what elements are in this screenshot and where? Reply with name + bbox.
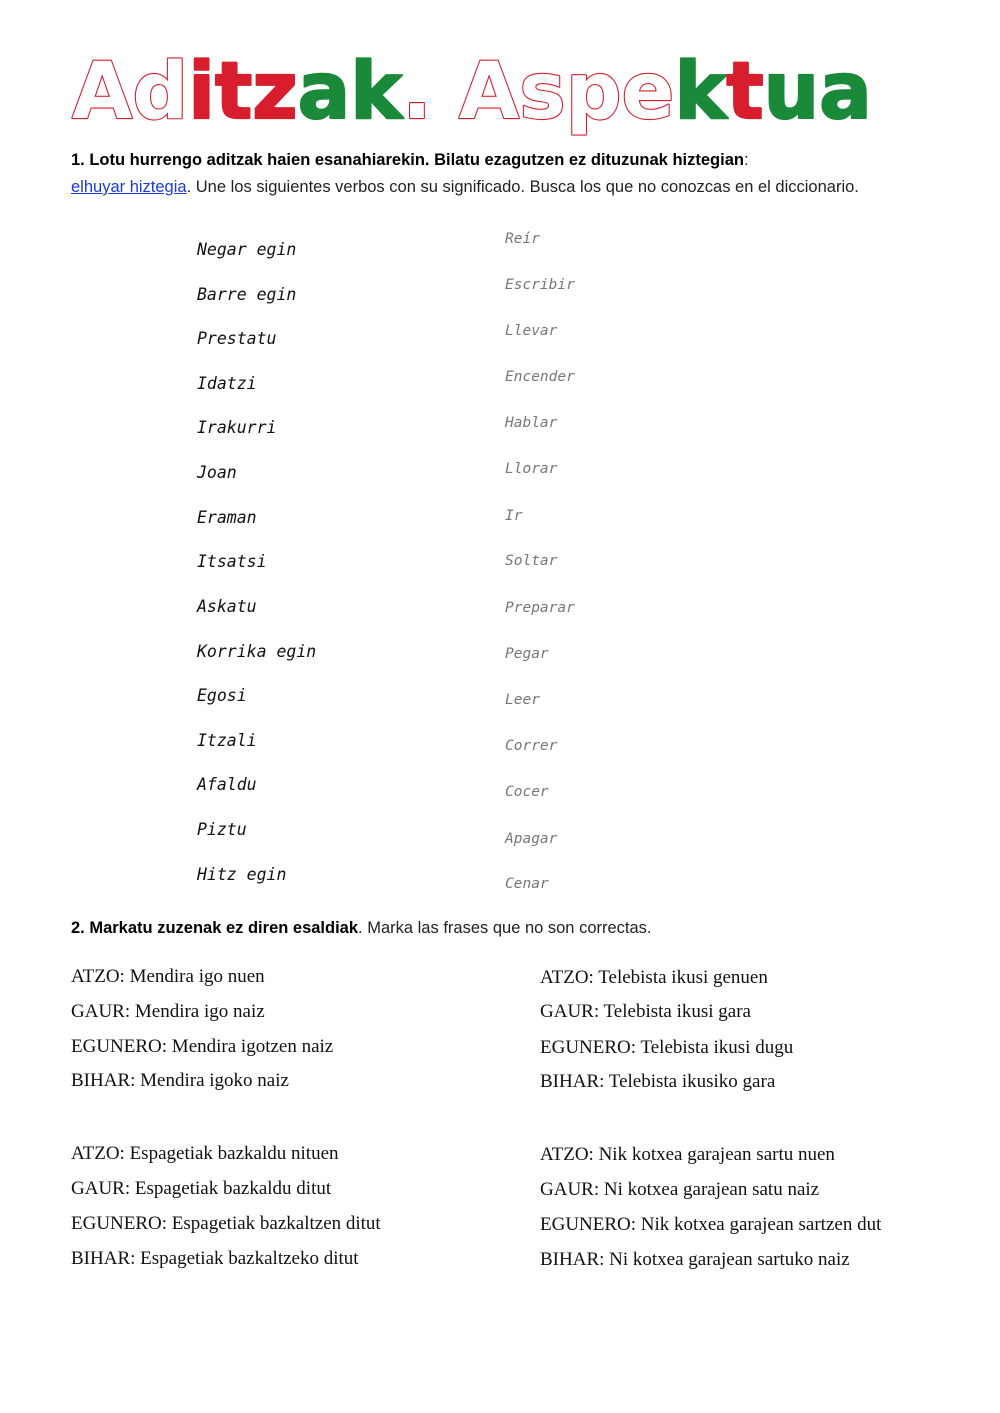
spanish-verb[interactable]: Preparar (505, 600, 575, 616)
basque-verb[interactable]: Itsatsi (197, 552, 267, 571)
section2-heading: 2. Markatu zuzenak ez diren esaldiak (71, 919, 359, 937)
title-part: k (674, 47, 727, 137)
spanish-verb[interactable]: Reír (505, 231, 540, 247)
basque-verb[interactable]: Prestatu (197, 329, 277, 348)
svg-text:Aditzak. Aspektua (72, 47, 872, 137)
sentence[interactable]: ATZO: Telebista ikusi genuen (540, 967, 768, 988)
title-part: . Aspe (402, 47, 675, 137)
basque-verb[interactable]: Itzali (197, 731, 257, 750)
sentence[interactable]: BIHAR: Telebista ikusiko gara (540, 1071, 776, 1092)
sentence[interactable]: ATZO: Espagetiak bazkaldu nituen (71, 1143, 339, 1164)
title-part: ak (297, 47, 403, 137)
title-part: t (726, 47, 764, 137)
basque-verb[interactable]: Afaldu (197, 775, 257, 794)
title-part: Ad (72, 47, 189, 137)
spanish-verb[interactable]: Ir (505, 508, 523, 524)
sentence[interactable]: GAUR: Telebista ikusi gara (540, 1001, 751, 1022)
spanish-verb[interactable]: Encender (505, 369, 575, 385)
spanish-verb[interactable]: Leer (505, 692, 540, 708)
basque-verb[interactable]: Eraman (197, 508, 257, 527)
spanish-verb[interactable]: Pegar (505, 646, 549, 662)
sentence[interactable]: GAUR: Ni kotxea garajean satu naiz (540, 1179, 820, 1200)
colon: : (743, 151, 749, 169)
title-part: ua (763, 47, 872, 137)
sentence[interactable]: BIHAR: Espagetiak bazkaltzeko ditut (71, 1248, 359, 1269)
spanish-verb[interactable]: Llevar (505, 323, 558, 339)
spanish-verb[interactable]: Hablar (505, 415, 558, 431)
page-title (72, 40, 872, 137)
section2-instruction-text: . Marka las frases que no son correctas. (358, 919, 652, 937)
sentence[interactable]: EGUNERO: Espagetiak bazkaltzen ditut (71, 1213, 381, 1234)
section1-instruction (71, 147, 871, 201)
sentence[interactable]: ATZO: Nik kotxea garajean sartu nuen (540, 1144, 835, 1165)
basque-verb[interactable]: Piztu (197, 820, 247, 839)
section1-heading: 1. Lotu hurrengo aditzak haien esanahiarekin. Bilatu ezagutzen ez dituzunak hiztegian (71, 151, 744, 169)
basque-verb[interactable]: Joan (197, 463, 237, 482)
sentence[interactable]: EGUNERO: Telebista ikusi dugu (540, 1037, 794, 1058)
sentence[interactable]: BIHAR: Ni kotxea garajean sartuko naiz (540, 1249, 850, 1270)
sentence[interactable]: BIHAR: Mendira igoko naiz (71, 1070, 289, 1091)
basque-verb[interactable]: Barre egin (197, 285, 297, 304)
sentence[interactable]: ATZO: Mendira igo nuen (71, 966, 265, 987)
title-part: itz (188, 47, 298, 137)
basque-verb[interactable]: Hitz egin (197, 865, 287, 884)
spanish-verb[interactable]: Soltar (505, 553, 558, 569)
spanish-verb[interactable]: Llorar (505, 461, 558, 477)
basque-verb[interactable]: Egosi (197, 686, 247, 705)
sentence[interactable]: EGUNERO: Nik kotxea garajean sartzen dut (540, 1214, 882, 1235)
sentence[interactable]: EGUNERO: Mendira igotzen naiz (71, 1036, 334, 1057)
sentence[interactable]: GAUR: Mendira igo naiz (71, 1001, 265, 1022)
spanish-verb[interactable]: Cenar (505, 876, 549, 892)
spanish-verb[interactable]: Correr (505, 738, 558, 754)
basque-verb[interactable]: Korrika egin (197, 642, 317, 661)
basque-verb[interactable]: Idatzi (197, 374, 257, 393)
basque-verb[interactable]: Askatu (197, 597, 257, 616)
section2-instruction (71, 919, 652, 938)
spanish-verb[interactable]: Apagar (505, 831, 558, 847)
basque-verb[interactable]: Negar egin (197, 240, 297, 259)
section1-instruction-text: . Une los siguientes verbos con su significado. Busca los que no conozcas en el diccionario. (186, 178, 859, 196)
spanish-verb[interactable]: Cocer (505, 784, 549, 800)
title-graphic (72, 40, 872, 137)
spanish-verb[interactable]: Escribir (505, 277, 575, 293)
basque-verb[interactable]: Irakurri (197, 418, 277, 437)
elhuyar-link[interactable]: elhuyar hiztegia (71, 178, 187, 196)
sentence[interactable]: GAUR: Espagetiak bazkaldu ditut (71, 1178, 332, 1199)
